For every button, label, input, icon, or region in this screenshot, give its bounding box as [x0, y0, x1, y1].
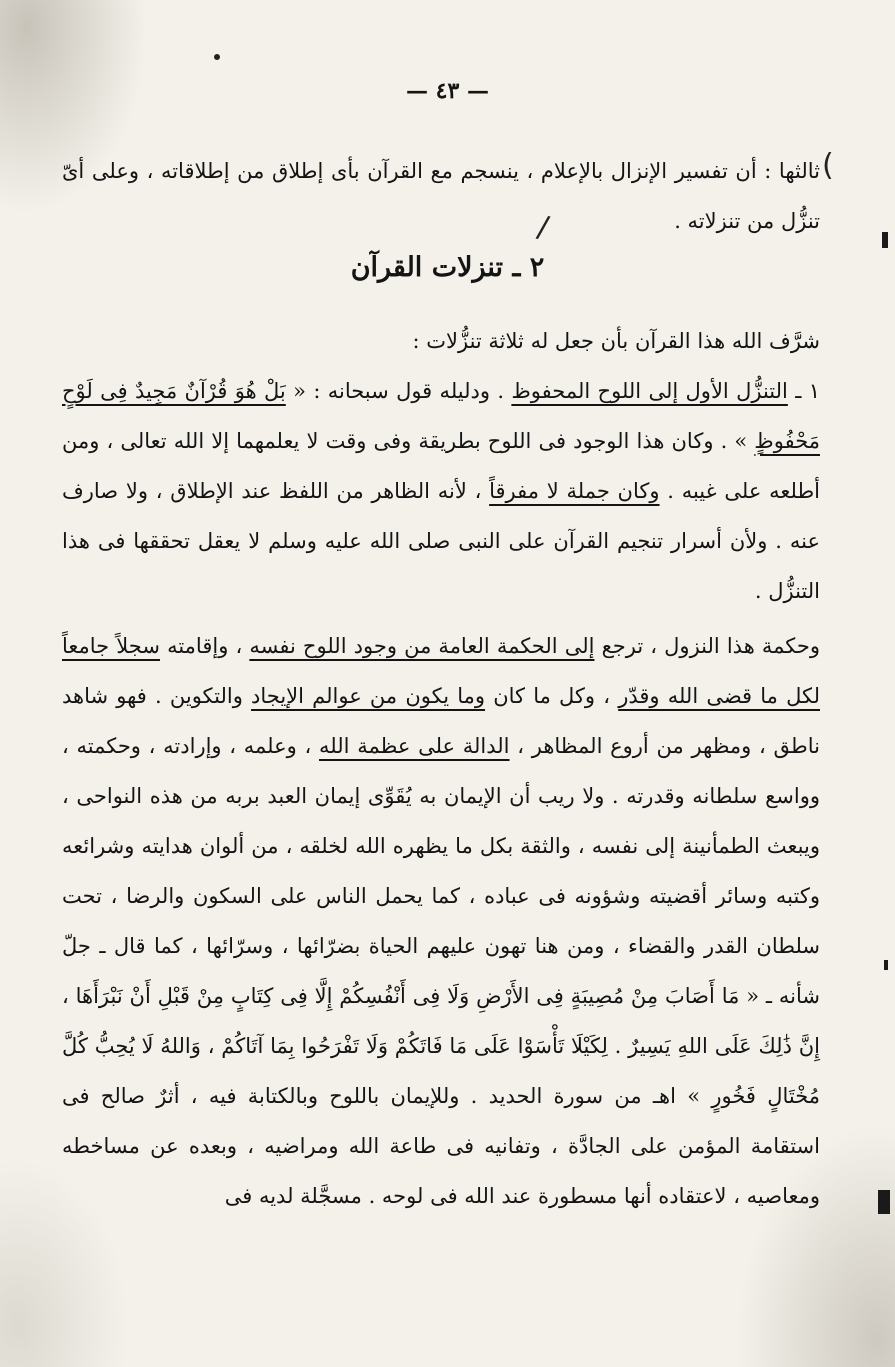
underlined-phrase: وكان جملة لا مفرقاً — [489, 479, 660, 503]
paragraph-text: . ودليله قول سبحانه : « — [285, 379, 512, 403]
section-intro: شرَّف الله هذا القرآن بأن جعل له ثلاثة تنزُّلات : — [412, 329, 820, 353]
margin-ink-mark — [878, 1190, 890, 1214]
handwritten-bracket-open: ( — [822, 148, 834, 183]
quran-verse-underlined: بَلْ هُوَ قُرْآنٌ مَجِيدٌ فِى لَوْحٍ مَحْفُوظٍ — [62, 379, 820, 453]
paragraph-text: ، وعلمه ، وإرادته ، وحكمته ، وواسع سلطانه وقدرته . ولا ريب أن الإيمان به يُقَوِّى إيمان العبد بربه من هذه النواحى ، ويبعث الطمأنينة إلى نفسه ، والثقة بكل ما يظهره الله لخلقه ، من ألوان هدايته وشرائعه وكتبه وسائر أقضيته وشؤونه فى عباده ، كما يحمل الناس على السكون والرضا ، تحت سلطان القدر والقضاء ، ومن هنا تهون عليهم الحياة بضرّائها ، وسرّائها ، كما قال ـ جلّ شأنه ـ « مَا أَصَابَ مِنْ مُصِيبَةٍ فِى الأَرْضِ وَلَا فِى أَنْفُسِكُمْ إِلَّا فِى كِتَابٍ مِنْ قَبْلِ أَنْ نَبْرَأَهَا ، إِنَّ ذَٰلِكَ عَلَى اللهِ يَسِيرٌ . لِكَيْلَا تَأْسَوْا عَلَى مَا فَاتَكُمْ وَلَا تَفْرَحُوا بِمَا آتَاكُمْ ، وَاللهُ لَا يُحِبُّ كُلَّ مُخْتَالٍ فَخُورٍ » اهـ من سورة الحديد . وللإيمان باللوح وبالكتابة فيه ، أثرٌ صالح فى استقامة المؤمن على الجادَّة ، وتفانيه فى طاعة الله ومراضيه ، وبعده عن مساخطه ومعاصيه ، لاعتقاده أنها مسطورة عند الله فى لوحه . مسجَّلة لديه فى — [62, 734, 820, 1208]
handwritten-bracket-close: / — [534, 209, 552, 246]
underlined-phrase: إلى الحكمة العامة من وجود اللوح نفسه — [249, 634, 595, 658]
paragraph-text: والتكوين . فهو شاهد ناطق ، ومظهر من أروع المظاهر ، — [62, 684, 821, 758]
paragraph-text: وحكمة هذا النزول ، ترجع — [594, 634, 821, 658]
page-number: — ٤٣ — — [406, 78, 489, 104]
underlined-phrase: وما يكون من عوالم الإيجاد — [251, 684, 486, 708]
margin-ink-mark — [882, 232, 888, 248]
paragraph-text: » . وكان هذا الوجود فى اللوح بطريقة وفى وقت لا يعلمهما إلا الله تعالى ، ومن أطلعه على غيبه . — [62, 429, 820, 503]
underlined-phrase: سجلاً جامعاً لكل ما قضى الله وقدّر — [62, 634, 820, 708]
ink-speck — [214, 54, 220, 60]
intro-paragraph: ثالثها : أن تفسير الإنزال بالإعلام ، ينسجم مع القرآن بأى إطلاق من إطلاقاته ، وعلى أىّ تنزُّل من تنزلاته . — [62, 159, 820, 233]
paragraph-text: ، وكل ما كان — [485, 684, 619, 708]
paragraph-text: ، وإقامته — [159, 634, 250, 658]
underlined-phrase: الدالة على عظمة الله — [319, 734, 510, 758]
underlined-phrase: التنزُّل الأول إلى اللوح المحفوظ — [511, 379, 788, 403]
paragraph-first-descent — [62, 366, 820, 616]
paragraph-text: ، لأنه الظاهر من اللفظ عند الإطلاق ، ولا صارف عنه . ولأن أسرار تنجيم القرآن على النبى صلى الله عليه وسلم لا يعقل تحققها فى هذا التنزُّل . — [62, 479, 820, 603]
margin-ink-mark — [884, 960, 888, 970]
section-heading: ٢ ـ تنزلات القرآن — [350, 252, 545, 283]
paragraph-wisdom — [62, 621, 820, 1221]
paragraph-number: ١ ـ — [795, 379, 820, 403]
